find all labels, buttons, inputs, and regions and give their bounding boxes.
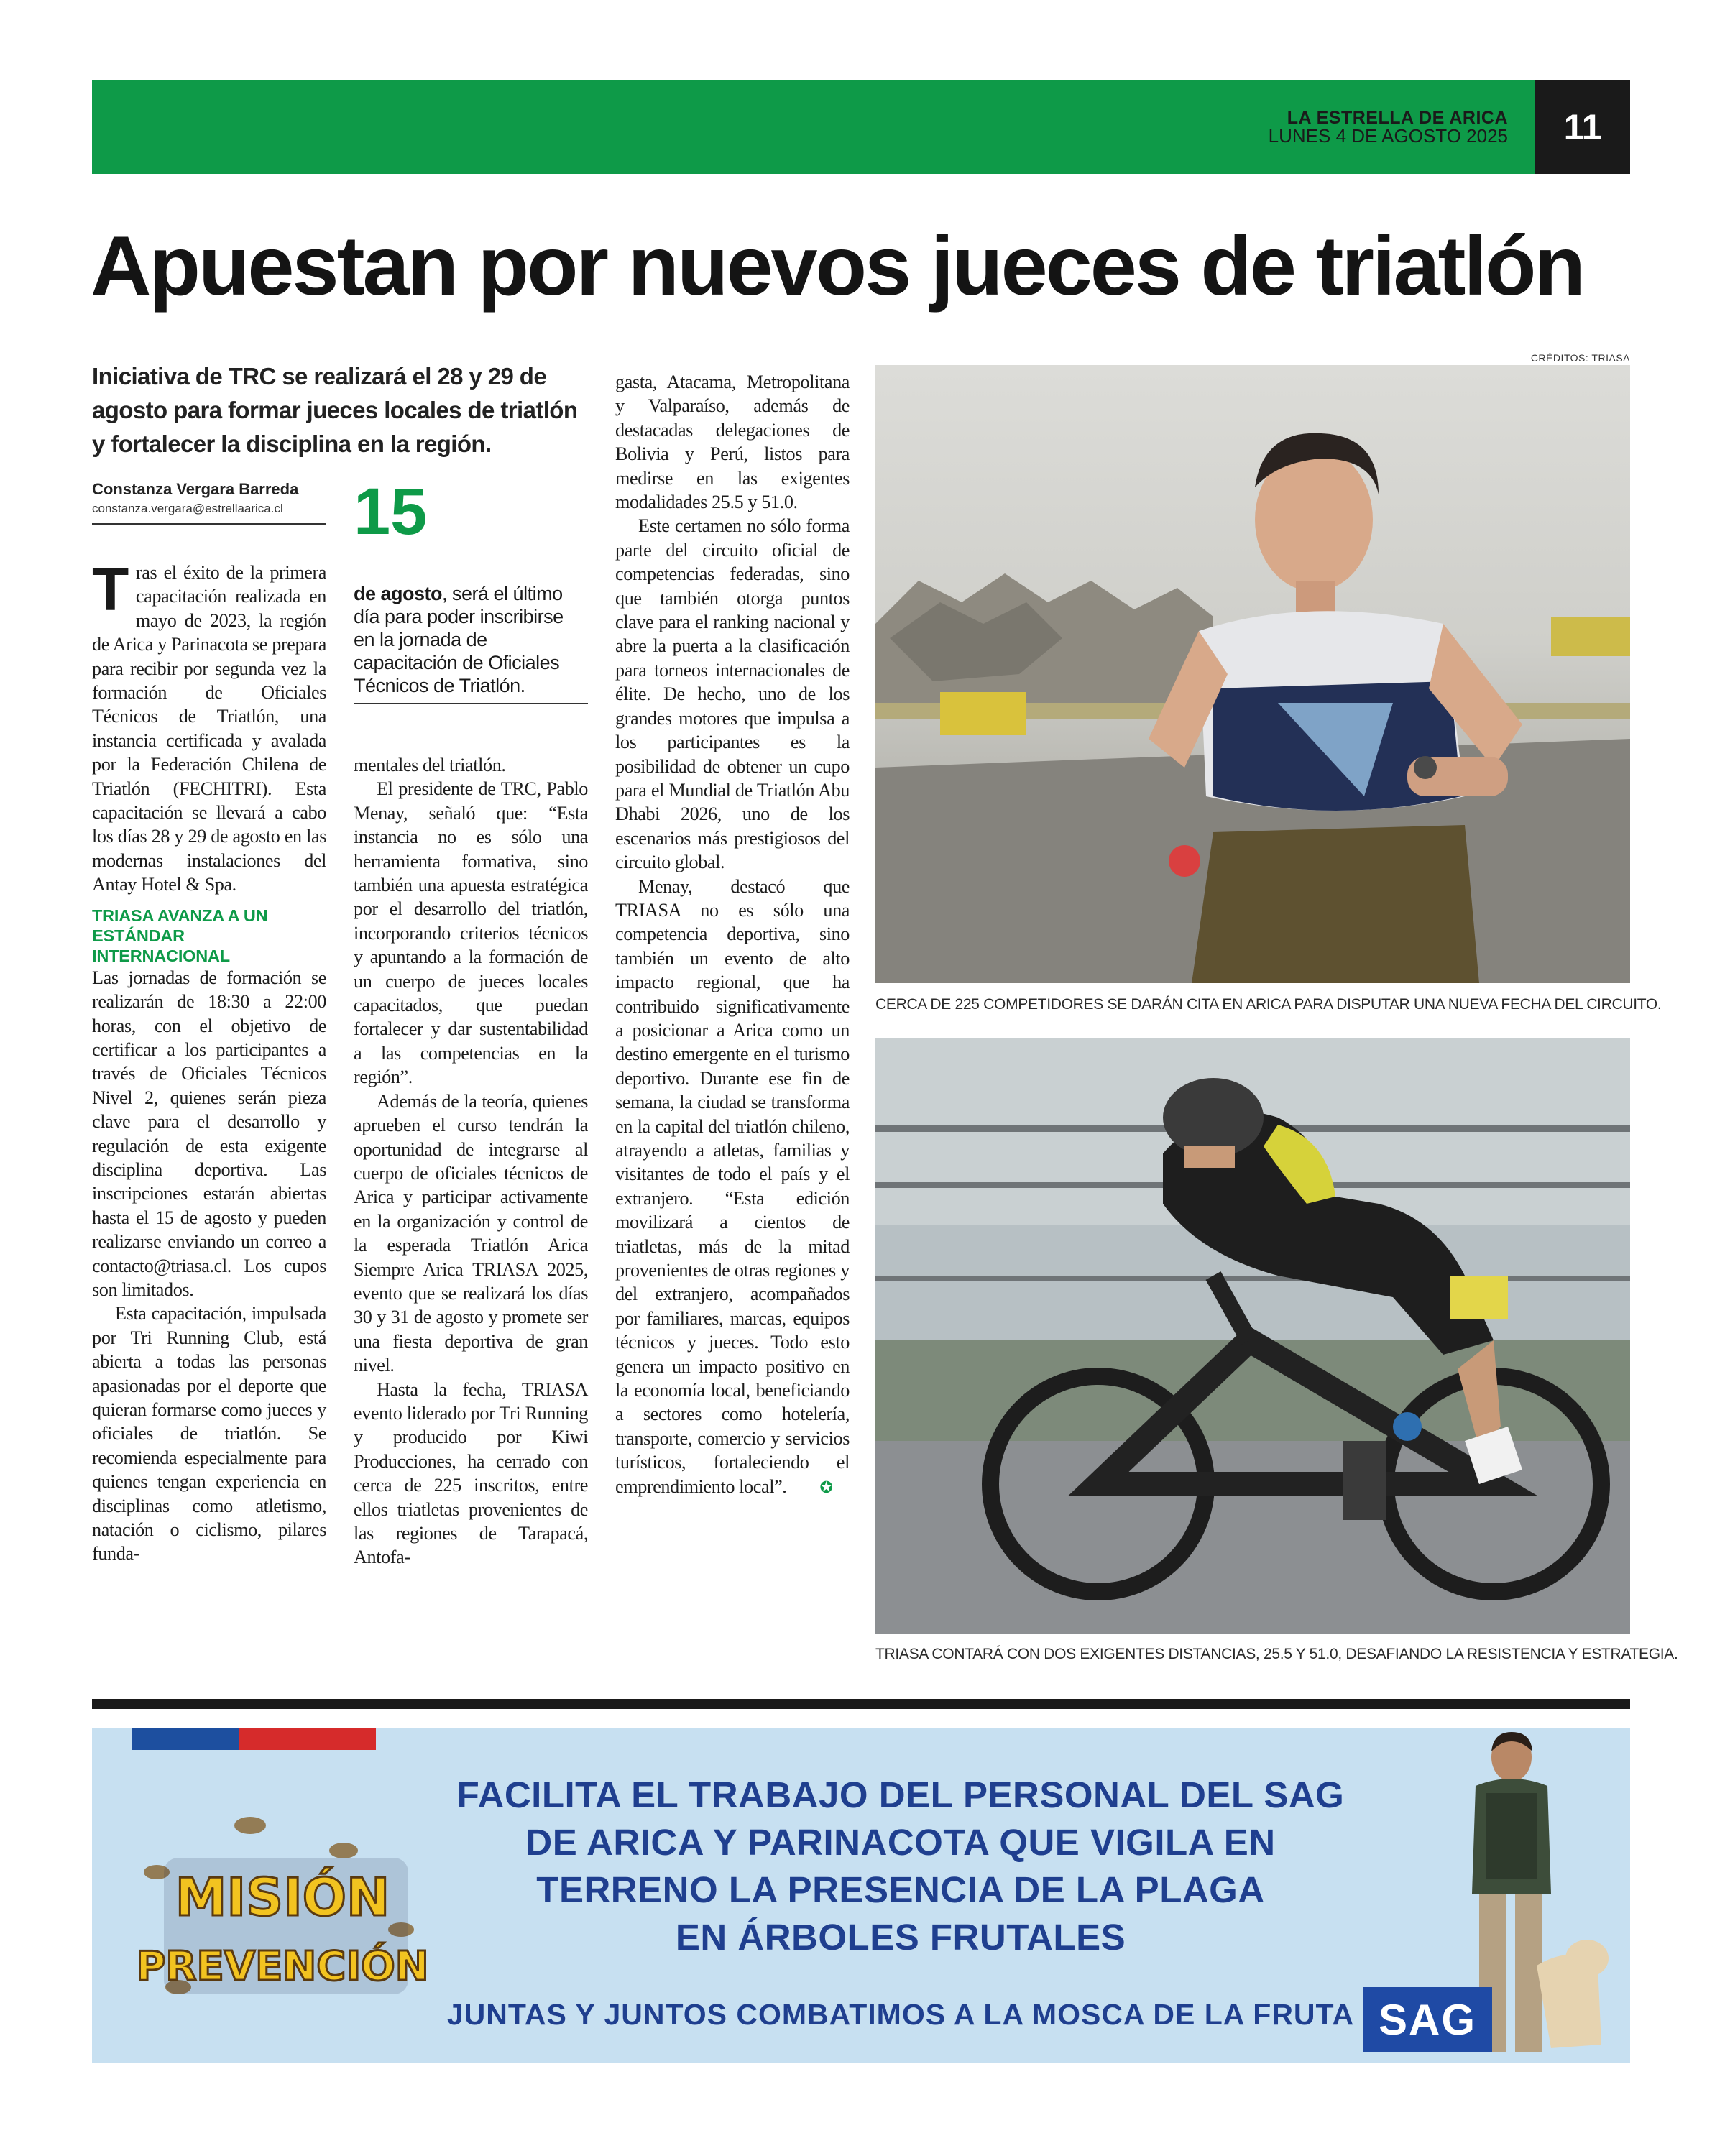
photo-caption: CERCA DE 225 COMPETIDORES SE DARÁN CITA EN ARICA PARA DISPUTAR UNA NUEVA FECHA DEL CIRCUITO.	[875, 996, 1662, 1013]
article-lead: Iniciativa de TRC se realizará el 28 y 29 de agosto para formar jueces locales de triatlón y fortalecer la disciplina en la región.	[92, 363, 578, 457]
photo-caption: TRIASA CONTARÁ CON DOS EXIGENTES DISTANCIAS, 25.5 Y 51.0, DESAFIANDO LA RESISTENCIA Y ESTRATEGIA.	[875, 1646, 1678, 1662]
logo-line-1: MISIÓN	[175, 1867, 390, 1927]
masthead-info	[1269, 109, 1508, 145]
issue-date: LUNES 4 DE AGOSTO 2025	[1268, 125, 1508, 147]
author-email: constanza.vergara@estrellaarica.cl	[92, 502, 283, 515]
paragraph: Hasta la fecha, TRIASA evento liderado por Tri Running y producido por Kiwi Producciones, ha cerrado con cerca de 225 inscritos, entre ellos triatletas provenientes de las regiones de Tarapacá, Antofa-	[354, 1378, 588, 1568]
section-divider	[92, 1699, 1630, 1709]
drop-cap: T	[92, 556, 129, 623]
paragraph-text: Menay, destacó que TRIASA no es sólo una competencia deportiva, sino también un evento de alto impacto regional, que ha contribuido significativamente a posicionar a Arica como un destino emergente en el turismo deportivo. Durante ese fin de semana, la ciudad se transforma en la capital del triatlón chileno, atrayendo a atletas, familias y visitantes de todo el país y el extranjero. “Esta edición movilizará a cientos de triatletas, más de la mitad provenientes de otras regiones y del extranjero, acompañados por familiares, marcas, equipos técnicos y jueces. Todo esto genera un impacto positivo en la economía local, beneficiando a sectores como hotelería, transporte, comercio y servicios turísticos, fortaleciendo el emprendimiento local”.	[615, 875, 850, 1497]
ad-slogan: JUNTAS Y JUNTOS COMBATIMOS A LA MOSCA DE LA FRUTA	[446, 1998, 1355, 2031]
ad-message-line: EN ÁRBOLES FRUTALES	[675, 1917, 1126, 1958]
paragraph: Este certamen no sólo forma parte del circuito oficial de competencias federadas, sino que también otorga puntos clave para el ranking nacional y abre la puerta a la clasificación para torneos internacionales de élite. De hecho, uno de los grandes motores que impulsa a los participantes es la posibilidad de obtener un cupo para el Mundial de Triatlón Abu Dhabi 2026, uno de los escenarios más prestigiosos del circuito global.	[615, 515, 850, 873]
article-column-1	[92, 556, 326, 1566]
highlight-number: 15	[354, 475, 428, 548]
paragraph	[615, 875, 850, 1501]
paragraph	[92, 556, 326, 897]
ad-message-line: TERRENO LA PRESENCIA DE LA PLAGA	[536, 1869, 1265, 1910]
ad-message-line: DE ARICA Y PARINACOTA QUE VIGILA EN	[525, 1822, 1276, 1863]
logo-line-2: PREVENCIÓN	[136, 1943, 429, 1990]
flag-stripe-blue	[132, 1728, 239, 1750]
article-headline: Apuestan por nuevos jueces de triatlón	[91, 218, 1583, 313]
paragraph: Las jornadas de formación se realizarán de 18:30 a 22:00 horas, con el objetivo de certificar a los participantes a través de Oficiales Técnicos Nivel 2, quienes serán pieza clave para el desarrollo y regulación de esta exigente disciplina deportiva. Las inscripciones estarán abiertas hasta el 15 de agosto y pueden realizarse enviando un correo a contacto@triasa.cl. Los cupos son limitados.	[92, 967, 326, 1300]
highlight-body: , será el último día para poder inscribirse en la jornada de capacitación de Oficiales Técnicos de Triatlón.	[354, 583, 564, 696]
runner-photo	[875, 365, 1630, 983]
highlight-bold: de agosto	[354, 583, 443, 604]
mision-prevencion-logo	[135, 1807, 430, 2037]
flag-stripe-red	[239, 1728, 376, 1750]
highlight-text	[354, 582, 588, 704]
page-number: 11	[1535, 80, 1630, 174]
newspaper-name: LA ESTRELLA DE ARICA	[1287, 108, 1508, 128]
section-subhead: TRIASA AVANZA A UN ESTÁNDAR INTERNACIONAL	[92, 906, 268, 965]
paragraph: Además de la teoría, quienes aprueben el curso tendrán la oportunidad de integrarse al cuerpo de oficiales técnicos de Arica y participar activamente en la organización y control de la esperada Triatlón Arica Siempre Arica TRIASA 2025, evento que se realizará los días 30 y 31 de agosto y promete ser una fiesta deportiva de gran nivel.	[354, 1090, 588, 1376]
photo-credit: CRÉDITOS: TRIASA	[1530, 352, 1630, 364]
header-band	[92, 80, 1630, 174]
sag-advertisement[interactable]	[92, 1728, 1630, 2063]
byline	[92, 480, 326, 525]
sag-logo: SAG	[1363, 1987, 1492, 2052]
paragraph: gasta, Atacama, Metropolitana y Valparaíso, además de destacadas delegaciones de Bolivia y Perú, listos para medirse en las exigentes modalidades 25.5 y 51.0.	[615, 372, 850, 513]
paragraph-text: ras el éxito de la primera capacitación realizada en mayo de 2023, la región de Arica y Parinacota se prepara para recibir por segunda vez la formación de Oficiales Técnicos de Triatlón, una instancia certificada y avalada por la Federación Chilena de Triatlón (FECHITRI). Esta capacitación se llevará a cabo los días 28 y 29 de agosto en las modernas instalaciones del Antay Hotel & Spa.	[92, 562, 326, 895]
end-mark-icon: ✪	[819, 1478, 833, 1497]
cyclist-photo	[875, 1038, 1630, 1634]
paragraph: El presidente de TRC, Pablo Menay, señaló que: “Esta instancia no es sólo una herramienta formativa, sino también una apuesta estratégica por el desarrollo del triatlón, incorporando criterios técnicos y apuntando a la formación de un cuerpo de jueces locales capacitados, que puedan fortalecer y dar sustentabilidad a las competencias en la región”.	[354, 778, 588, 1088]
paragraph: Esta capacitación, impulsada por Tri Running Club, está abierta a todas las personas apasionadas por el deporte que quieran formarse como jueces y oficiales de triatlón. Se recomienda especialmente para quienes tengan experiencia en disciplinas como atletismo, natación o ciclismo, pilares funda-	[92, 1303, 326, 1565]
paragraph: mentales del triatlón.	[354, 755, 506, 775]
article-column-3	[615, 370, 850, 1500]
article-column-2	[354, 753, 588, 1570]
ad-message	[444, 1772, 1357, 1961]
author-name: Constanza Vergara Barreda	[92, 480, 299, 498]
ad-message-line: FACILITA EL TRABAJO DEL PERSONAL DEL SAG	[456, 1774, 1345, 1815]
